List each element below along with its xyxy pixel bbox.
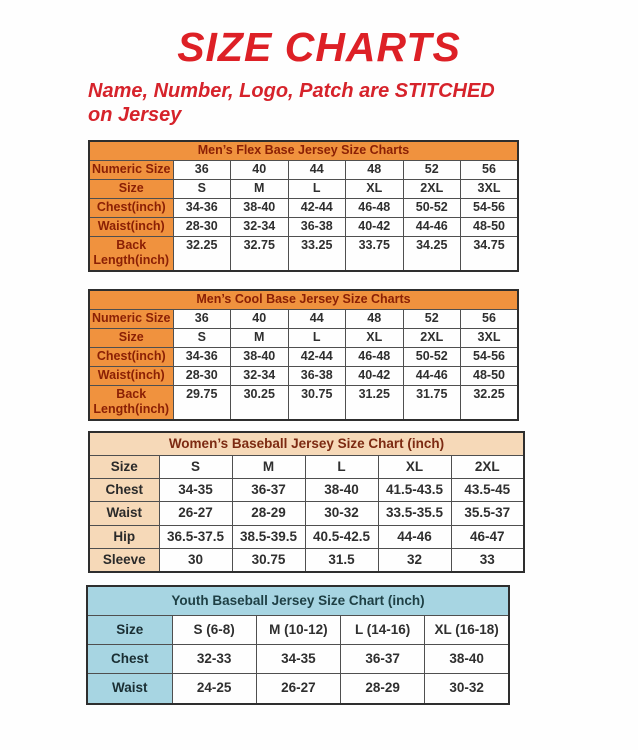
womens-baseball-size-table xyxy=(88,431,525,573)
size-value-cell: 36-37 xyxy=(232,479,305,502)
size-value-cell: 46-47 xyxy=(451,525,524,548)
subtitle-line-2: on Jersey xyxy=(88,104,182,127)
size-value-cell: 40-42 xyxy=(346,217,404,236)
size-value-cell: 34-35 xyxy=(256,645,340,674)
row-label: Size xyxy=(87,616,172,645)
table-row xyxy=(89,236,518,271)
table-row xyxy=(87,645,509,674)
size-value-cell: 32 xyxy=(378,548,451,572)
size-value-cell: 36 xyxy=(173,309,231,328)
size-value-cell: L xyxy=(305,455,378,478)
size-value-cell: 34-36 xyxy=(173,198,231,217)
size-value-cell: 30.25 xyxy=(231,385,289,420)
table-row xyxy=(87,674,509,704)
size-value-cell: 30 xyxy=(159,548,232,572)
size-value-cell: XL xyxy=(346,328,404,347)
size-value-cell: 28-30 xyxy=(173,366,231,385)
table-header-row xyxy=(87,586,509,616)
size-value-cell: 34-35 xyxy=(159,479,232,502)
size-value-cell: 31.75 xyxy=(403,385,461,420)
row-label: Numeric Size xyxy=(89,160,173,179)
size-value-cell: 44-46 xyxy=(378,525,451,548)
size-value-cell: 30-32 xyxy=(425,674,509,704)
size-value-cell: 46-48 xyxy=(346,347,404,366)
size-value-cell: 38-40 xyxy=(231,198,289,217)
size-value-cell: M (10-12) xyxy=(256,616,340,645)
table-row xyxy=(89,548,524,572)
size-value-cell: 26-27 xyxy=(256,674,340,704)
table-row xyxy=(89,455,524,478)
size-value-cell: S (6-8) xyxy=(172,616,256,645)
row-label: Waist xyxy=(89,502,159,525)
row-label: Chest xyxy=(89,479,159,502)
size-value-cell: 41.5-43.5 xyxy=(378,479,451,502)
table-row xyxy=(89,217,518,236)
table-header-row xyxy=(89,290,518,310)
size-value-cell: 26-27 xyxy=(159,502,232,525)
size-value-cell: L xyxy=(288,179,346,198)
table-row xyxy=(89,366,518,385)
size-value-cell: 38-40 xyxy=(231,347,289,366)
youth-baseball-size-table xyxy=(86,585,510,705)
size-value-cell: 36-37 xyxy=(341,645,425,674)
size-value-cell: 48-50 xyxy=(461,366,519,385)
size-value-cell: 50-52 xyxy=(403,198,461,217)
size-value-cell: 28-29 xyxy=(232,502,305,525)
size-value-cell: 32-34 xyxy=(231,217,289,236)
size-value-cell: 38-40 xyxy=(305,479,378,502)
table-header-row xyxy=(89,141,518,161)
size-value-cell: 36 xyxy=(173,160,231,179)
table-row xyxy=(89,160,518,179)
size-value-cell: 32.75 xyxy=(231,236,289,271)
size-value-cell: 48 xyxy=(346,160,404,179)
size-value-cell: 48 xyxy=(346,309,404,328)
size-value-cell: 30-32 xyxy=(305,502,378,525)
size-value-cell: 31.25 xyxy=(346,385,404,420)
size-value-cell: M xyxy=(231,179,289,198)
size-value-cell: 32.25 xyxy=(173,236,231,271)
size-value-cell: S xyxy=(159,455,232,478)
row-label: Numeric Size xyxy=(89,309,173,328)
size-value-cell: 46-48 xyxy=(346,198,404,217)
size-value-cell: 44 xyxy=(288,309,346,328)
mens-cool-base-size-table xyxy=(88,289,519,421)
subtitle-line-1: Name, Number, Logo, Patch are STITCHED xyxy=(88,80,495,102)
row-label: Size xyxy=(89,179,173,198)
size-value-cell: 28-29 xyxy=(341,674,425,704)
size-value-cell: 52 xyxy=(403,160,461,179)
size-value-cell: 31.5 xyxy=(305,548,378,572)
row-label: Chest(inch) xyxy=(89,198,173,217)
size-value-cell: 32.25 xyxy=(461,385,519,420)
table-row xyxy=(89,309,518,328)
size-value-cell: 30.75 xyxy=(232,548,305,572)
size-value-cell: 3XL xyxy=(461,328,519,347)
table-row xyxy=(89,198,518,217)
size-value-cell: 2XL xyxy=(403,328,461,347)
size-value-cell: 56 xyxy=(461,160,519,179)
size-value-cell: 32-34 xyxy=(231,366,289,385)
size-value-cell: 33.25 xyxy=(288,236,346,271)
size-value-cell: 48-50 xyxy=(461,217,519,236)
size-value-cell: S xyxy=(173,328,231,347)
size-value-cell: 30.75 xyxy=(288,385,346,420)
table-row xyxy=(89,502,524,525)
size-value-cell: S xyxy=(173,179,231,198)
size-value-cell: 24-25 xyxy=(172,674,256,704)
row-label: Waist xyxy=(87,674,172,704)
size-value-cell: 38-40 xyxy=(425,645,509,674)
row-label: Back Length(inch) xyxy=(89,385,173,420)
row-label: Back Length(inch) xyxy=(89,236,173,271)
table-title: Women’s Baseball Jersey Size Chart (inch) xyxy=(89,432,524,456)
size-value-cell: 50-52 xyxy=(403,347,461,366)
size-value-cell: 54-56 xyxy=(461,198,519,217)
size-value-cell: XL xyxy=(346,179,404,198)
mens-flex-base-size-table xyxy=(88,140,519,272)
size-value-cell: 52 xyxy=(403,309,461,328)
table-row xyxy=(87,616,509,645)
table-title: Men’s Cool Base Jersey Size Charts xyxy=(89,290,518,310)
size-value-cell: XL (16-18) xyxy=(425,616,509,645)
size-value-cell: 40.5-42.5 xyxy=(305,525,378,548)
table-row xyxy=(89,179,518,198)
size-value-cell: 40 xyxy=(231,160,289,179)
size-value-cell: M xyxy=(232,455,305,478)
row-label: Hip xyxy=(89,525,159,548)
row-label: Size xyxy=(89,328,173,347)
page-title: SIZE CHARTS xyxy=(177,24,461,70)
size-value-cell: 36-38 xyxy=(288,366,346,385)
table-header-row xyxy=(89,432,524,456)
size-value-cell: L xyxy=(288,328,346,347)
page-subtitle xyxy=(88,79,598,128)
size-value-cell: M xyxy=(231,328,289,347)
table-row xyxy=(89,385,518,420)
row-label: Waist(inch) xyxy=(89,217,173,236)
size-value-cell: 29.75 xyxy=(173,385,231,420)
size-value-cell: 38.5-39.5 xyxy=(232,525,305,548)
size-value-cell: 35.5-37 xyxy=(451,502,524,525)
size-value-cell: 36.5-37.5 xyxy=(159,525,232,548)
size-value-cell: 34-36 xyxy=(173,347,231,366)
size-value-cell: 42-44 xyxy=(288,198,346,217)
size-value-cell: XL xyxy=(378,455,451,478)
size-value-cell: 44 xyxy=(288,160,346,179)
row-label: Waist(inch) xyxy=(89,366,173,385)
row-label: Chest xyxy=(87,645,172,674)
table-title: Youth Baseball Jersey Size Chart (inch) xyxy=(87,586,509,616)
size-value-cell: 33.5-35.5 xyxy=(378,502,451,525)
row-label: Chest(inch) xyxy=(89,347,173,366)
size-value-cell: 33 xyxy=(451,548,524,572)
size-value-cell: 40-42 xyxy=(346,366,404,385)
size-value-cell: 44-46 xyxy=(403,217,461,236)
size-value-cell: 43.5-45 xyxy=(451,479,524,502)
row-label: Sleeve xyxy=(89,548,159,572)
size-value-cell: 42-44 xyxy=(288,347,346,366)
size-value-cell: 33.75 xyxy=(346,236,404,271)
size-value-cell: 44-46 xyxy=(403,366,461,385)
size-value-cell: 34.75 xyxy=(461,236,519,271)
table-row xyxy=(89,347,518,366)
table-row xyxy=(89,328,518,347)
size-value-cell: 40 xyxy=(231,309,289,328)
size-value-cell: 2XL xyxy=(403,179,461,198)
row-label: Size xyxy=(89,455,159,478)
size-value-cell: 32-33 xyxy=(172,645,256,674)
table-title: Men’s Flex Base Jersey Size Charts xyxy=(89,141,518,161)
size-value-cell: 34.25 xyxy=(403,236,461,271)
size-value-cell: 3XL xyxy=(461,179,519,198)
size-value-cell: L (14-16) xyxy=(341,616,425,645)
size-value-cell: 56 xyxy=(461,309,519,328)
size-value-cell: 28-30 xyxy=(173,217,231,236)
table-row xyxy=(89,525,524,548)
size-value-cell: 2XL xyxy=(451,455,524,478)
table-row xyxy=(89,479,524,502)
size-value-cell: 54-56 xyxy=(461,347,519,366)
size-value-cell: 36-38 xyxy=(288,217,346,236)
